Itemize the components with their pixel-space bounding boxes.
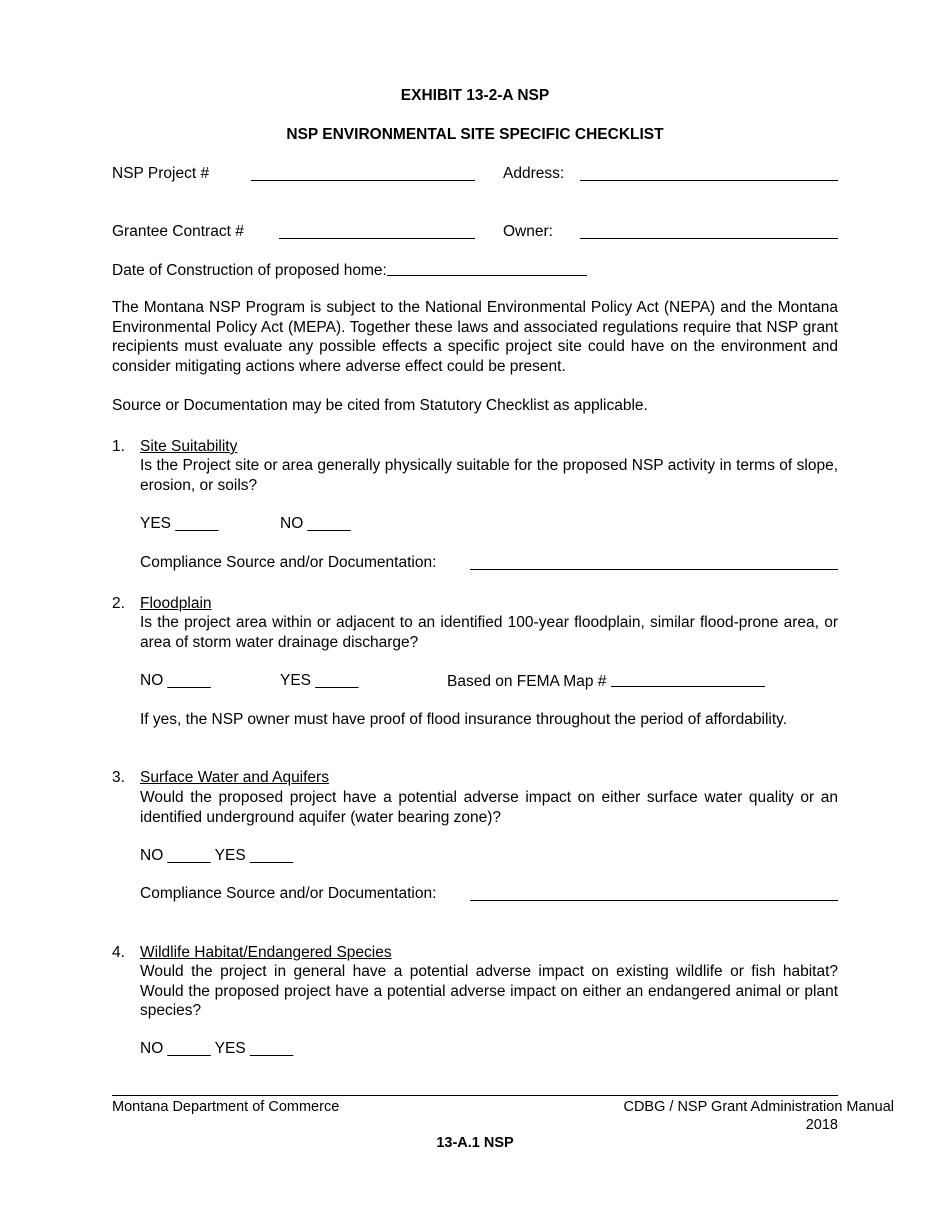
item-1-question: Is the Project site or area generally physically suitable for the proposed NSP activity in terms of slope, erosion, or soils? xyxy=(140,457,838,494)
item-1-number: 1. xyxy=(112,438,125,455)
footer-left: Montana Department of Commerce xyxy=(112,1099,340,1115)
fema-map-label: Based on FEMA Map # xyxy=(447,673,607,690)
item-2-note: If yes, the NSP owner must have proof of flood insurance throughout the period of affordability. xyxy=(140,711,788,728)
item-3-options[interactable]: NO _____ YES _____ xyxy=(140,847,294,864)
item-1-yes-option[interactable]: YES _____ xyxy=(140,515,219,532)
page-title: NSP ENVIRONMENTAL SITE SPECIFIC CHECKLIST xyxy=(286,126,664,143)
item-3-number: 3. xyxy=(112,769,125,786)
contract-number-field[interactable] xyxy=(279,238,475,239)
item-3-compliance-label: Compliance Source and/or Documentation: xyxy=(140,885,437,902)
footer-manual-title: CDBG / NSP Grant Administration Manual xyxy=(623,1099,894,1115)
item-3-title: Surface Water and Aquifers xyxy=(140,769,329,786)
intro-paragraph: The Montana NSP Program is subject to the National Environmental Policy Act (NEPA) and the Montana Environmental Policy Act (MEPA). Together these laws and associated regulations require that NSP grant recipients must evaluate any possible effects a specific project site could have on the environment and consider mitigating actions where adverse effect could be present. xyxy=(112,299,838,375)
source-note: Source or Documentation may be cited from Statutory Checklist as applicable. xyxy=(112,397,648,414)
item-2-number: 2. xyxy=(112,595,125,612)
item-3-compliance-field[interactable] xyxy=(470,900,838,901)
construction-date-row xyxy=(112,260,587,280)
item-4-options[interactable]: NO _____ YES _____ xyxy=(140,1040,294,1057)
item-1-compliance-field[interactable] xyxy=(470,569,838,570)
construction-date-field[interactable] xyxy=(387,261,587,276)
fema-map-field[interactable] xyxy=(611,672,765,687)
item-3-question: Would the proposed project have a potential adverse impact on either surface water quality or an identified underground aquifer (water bearing zone)? xyxy=(140,789,838,826)
item-2-no-option[interactable]: NO _____ xyxy=(140,672,211,689)
item-2-yes-option[interactable]: YES _____ xyxy=(280,672,359,689)
owner-label: Owner: xyxy=(503,223,553,240)
footer-divider xyxy=(112,1095,838,1096)
fema-map-row xyxy=(447,671,765,691)
address-field[interactable] xyxy=(580,180,838,181)
item-4-title: Wildlife Habitat/Endangered Species xyxy=(140,944,392,961)
item-2-question: Is the project area within or adjacent to an identified 100-year floodplain, similar flood-prone area, or area of storm water drainage discharge? xyxy=(140,614,838,651)
address-label: Address: xyxy=(503,165,565,182)
item-1-title: Site Suitability xyxy=(140,438,238,455)
exhibit-heading: EXHIBIT 13-2-A NSP xyxy=(400,87,550,104)
owner-field[interactable] xyxy=(580,238,838,239)
item-4-question: Would the project in general have a potential adverse impact on existing wildlife or fish habitat? Would the proposed project have a potential adverse impact on either an endangered animal or plant species? xyxy=(140,963,838,1019)
construction-date-label: Date of Construction of proposed home: xyxy=(112,262,387,279)
item-1-no-option[interactable]: NO _____ xyxy=(280,515,351,532)
item-1-compliance-label: Compliance Source and/or Documentation: xyxy=(140,554,437,571)
project-number-label: NSP Project # xyxy=(112,165,210,182)
item-4-number: 4. xyxy=(112,944,125,961)
project-number-field[interactable] xyxy=(251,180,475,181)
page-number: 13-A.1 NSP xyxy=(436,1135,514,1151)
footer-year: 2018 xyxy=(805,1117,838,1133)
item-2-title: Floodplain xyxy=(140,595,212,612)
contract-number-label: Grantee Contract # xyxy=(112,223,244,240)
